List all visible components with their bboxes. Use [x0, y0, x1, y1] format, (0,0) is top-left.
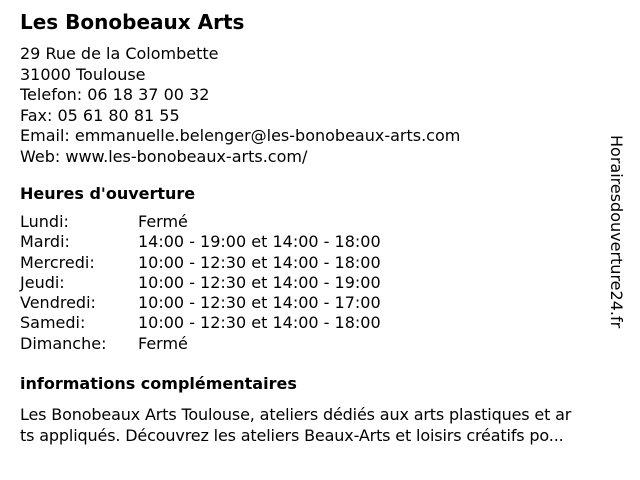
hours-time: 10:00 - 12:30 et 14:00 - 18:00	[138, 252, 381, 272]
address-city: 31000 Toulouse	[20, 64, 146, 84]
hours-day: Samedi:	[20, 313, 86, 333]
hours-time: 10:00 - 12:30 et 14:00 - 17:00	[138, 293, 381, 313]
fax-number: Fax: 05 61 80 81 55	[20, 105, 180, 125]
hours-time: 10:00 - 12:30 et 14:00 - 19:00	[138, 272, 381, 292]
hours-day: Dimanche:	[20, 333, 107, 353]
hours-time: 14:00 - 19:00 et 14:00 - 18:00	[138, 232, 381, 252]
hours-day: Mercredi:	[20, 252, 95, 272]
additional-info-text	[20, 404, 632, 446]
opening-hours-heading: Heures d'ouverture	[20, 184, 196, 203]
contact-details	[20, 44, 460, 167]
hours-day: Jeudi:	[20, 272, 65, 292]
hours-day: Mardi:	[20, 232, 70, 252]
address-street: 29 Rue de la Colombette	[20, 44, 219, 63]
phone-number: Telefon: 06 18 37 00 32	[20, 85, 210, 104]
hours-day: Vendredi:	[20, 293, 96, 313]
hours-time: Fermé	[138, 212, 188, 231]
additional-info-heading: informations complémentaires	[20, 374, 297, 393]
hours-time: Fermé	[138, 333, 188, 353]
business-name: Les Bonobeaux Arts	[20, 10, 245, 34]
description-line: Les Bonobeaux Arts Toulouse, ateliers dédiés aux arts plastiques et ar	[20, 405, 572, 424]
site-watermark: Horairesdouverture24.fr	[607, 135, 626, 329]
website: Web: www.les-bonobeaux-arts.com/	[20, 146, 308, 166]
hours-day: Lundi:	[20, 212, 69, 231]
hours-time: 10:00 - 12:30 et 14:00 - 18:00	[138, 313, 381, 333]
description-line: ts appliqués. Découvrez les ateliers Beaux-Arts et loisirs créatifs po...	[20, 426, 564, 445]
email-address: Email: emmanuelle.belenger@les-bonobeaux-arts.com	[20, 126, 461, 145]
